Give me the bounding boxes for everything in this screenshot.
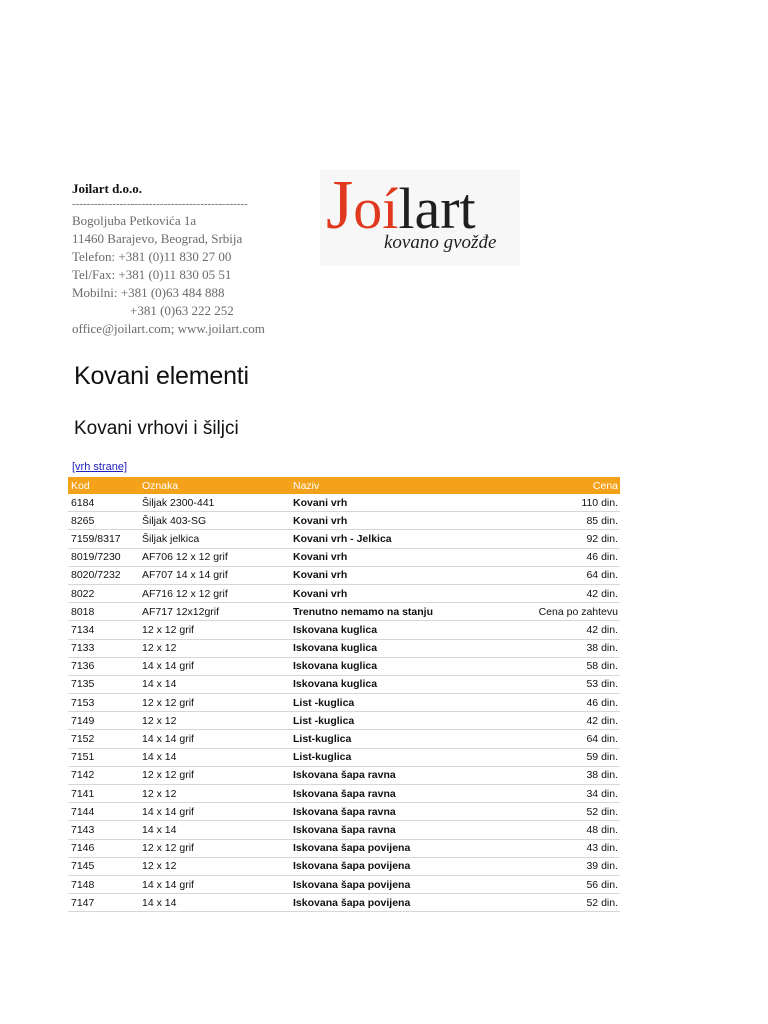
cell-kod: 8022 (68, 584, 139, 602)
cell-cena: 92 din. (515, 530, 620, 548)
cell-oznaka: Šiljak jelkica (139, 530, 290, 548)
cell-naziv: Kovani vrh (290, 566, 515, 584)
cell-oznaka: 12 x 12 (139, 639, 290, 657)
header-cena: Cena (515, 477, 620, 494)
cell-oznaka: AF707 14 x 14 grif (139, 566, 290, 584)
cell-oznaka: 14 x 14 grif (139, 657, 290, 675)
cell-kod: 7151 (68, 748, 139, 766)
table-row (68, 566, 620, 584)
cell-cena: 52 din. (515, 803, 620, 821)
cell-oznaka: 14 x 14 (139, 748, 290, 766)
cell-kod: 7134 (68, 621, 139, 639)
cell-naziv: Kovani vrh (290, 494, 515, 512)
cell-naziv: Kovani vrh (290, 548, 515, 566)
table-row (68, 821, 620, 839)
cell-cena: 39 din. (515, 857, 620, 875)
cell-kod: 6184 (68, 494, 139, 512)
cell-kod: 7152 (68, 730, 139, 748)
table-header-row (68, 477, 620, 494)
cell-cena: 43 din. (515, 839, 620, 857)
cell-oznaka: 14 x 14 (139, 821, 290, 839)
cell-kod: 7147 (68, 894, 139, 912)
phone-line: Telefon: +381 (0)11 830 27 00 (72, 249, 232, 264)
back-to-top-link[interactable]: [vrh strane] (72, 461, 128, 473)
table-row (68, 639, 620, 657)
cell-cena: 42 din. (515, 621, 620, 639)
cell-cena: 38 din. (515, 639, 620, 657)
company-logo (320, 167, 520, 266)
cell-naziv: Iskovana šapa ravna (290, 785, 515, 803)
mobile-line-2: +381 (0)63 222 252 (130, 303, 234, 318)
cell-oznaka: 14 x 14 grif (139, 875, 290, 893)
email-web-line: office@joilart.com; www.joilart.com (72, 321, 265, 336)
cell-cena: 52 din. (515, 894, 620, 912)
cell-kod: 7159/8317 (68, 530, 139, 548)
cell-kod: 7133 (68, 639, 139, 657)
logo-letters-art: lart (398, 176, 476, 241)
cell-oznaka: 12 x 12 grif (139, 694, 290, 712)
cell-naziv: Trenutno nemamo na stanju (290, 603, 515, 621)
cell-naziv: Iskovana šapa ravna (290, 803, 515, 821)
cell-kod: 7136 (68, 657, 139, 675)
table-row (68, 857, 620, 875)
cell-naziv: Kovani vrh (290, 584, 515, 602)
table-row (68, 621, 620, 639)
header-kod: Kod (68, 477, 139, 494)
cell-naziv: Kovani vrh (290, 512, 515, 530)
header-oznaka: Oznaka (139, 477, 290, 494)
price-table (68, 477, 620, 912)
cell-naziv: Iskovana šapa povijena (290, 839, 515, 857)
logo-wordmark (326, 167, 476, 244)
logo-letter-j: J (326, 167, 354, 244)
table-row (68, 512, 620, 530)
cell-kod: 8018 (68, 603, 139, 621)
cell-oznaka: 12 x 12 (139, 857, 290, 875)
table-row (68, 894, 620, 912)
cell-kod: 7144 (68, 803, 139, 821)
cell-oznaka: 12 x 12 grif (139, 621, 290, 639)
cell-cena: 34 din. (515, 785, 620, 803)
table-row (68, 766, 620, 784)
cell-oznaka: 14 x 14 (139, 894, 290, 912)
company-info (72, 180, 302, 338)
cell-cena: 64 din. (515, 730, 620, 748)
table-row (68, 657, 620, 675)
fax-line: Tel/Fax: +381 (0)11 830 05 51 (72, 267, 232, 282)
cell-oznaka: 12 x 12 (139, 785, 290, 803)
cell-oznaka: Šiljak 403-SG (139, 512, 290, 530)
table-row (68, 875, 620, 893)
cell-naziv: Kovani vrh - Jelkica (290, 530, 515, 548)
cell-cena: 56 din. (515, 875, 620, 893)
cell-cena: 64 din. (515, 566, 620, 584)
cell-naziv: Iskovana šapa povijena (290, 894, 515, 912)
table-row (68, 803, 620, 821)
cell-naziv: List-kuglica (290, 730, 515, 748)
cell-kod: 8019/7230 (68, 548, 139, 566)
cell-naziv: Iskovana kuglica (290, 657, 515, 675)
address-line: Bogoljuba Petkovića 1a (72, 213, 197, 228)
table-row (68, 603, 620, 621)
cell-cena: 46 din. (515, 548, 620, 566)
table-row (68, 494, 620, 512)
cell-naziv: List -kuglica (290, 712, 515, 730)
header-naziv: Naziv (290, 477, 515, 494)
cell-naziv: List-kuglica (290, 748, 515, 766)
cell-naziv: Iskovana šapa ravna (290, 821, 515, 839)
cell-kod: 7135 (68, 675, 139, 693)
table-row (68, 675, 620, 693)
cell-kod: 7148 (68, 875, 139, 893)
cell-cena: 42 din. (515, 584, 620, 602)
cell-cena: 38 din. (515, 766, 620, 784)
cell-oznaka: Šiljak 2300-441 (139, 494, 290, 512)
cell-kod: 7141 (68, 785, 139, 803)
company-name: Joilart d.o.o. (72, 181, 143, 196)
table-row (68, 748, 620, 766)
section-title: Kovani vrhovi i šiljci (74, 418, 239, 439)
cell-kod: 7146 (68, 839, 139, 857)
logo-tagline: kovano gvožđe (384, 232, 497, 253)
city-line: 11460 Barajevo, Beograd, Srbija (72, 231, 243, 246)
cell-oznaka: AF716 12 x 12 grif (139, 584, 290, 602)
mobile-line: Mobilni: +381 (0)63 484 888 (72, 285, 225, 300)
table-row (68, 694, 620, 712)
page-title: Kovani elementi (74, 362, 249, 390)
cell-naziv: Iskovana kuglica (290, 675, 515, 693)
cell-kod: 7143 (68, 821, 139, 839)
cell-cena: 58 din. (515, 657, 620, 675)
table-row (68, 548, 620, 566)
cell-naziv: Iskovana kuglica (290, 621, 515, 639)
table-row (68, 730, 620, 748)
cell-naziv: List -kuglica (290, 694, 515, 712)
table-row (68, 584, 620, 602)
cell-kod: 7145 (68, 857, 139, 875)
cell-oznaka: 12 x 12 grif (139, 766, 290, 784)
separator-line: ------------------------------------------------ (72, 198, 248, 210)
cell-naziv: Iskovana šapa povijena (290, 857, 515, 875)
cell-naziv: Iskovana šapa ravna (290, 766, 515, 784)
cell-cena: 53 din. (515, 675, 620, 693)
cell-oznaka: AF717 12x12grif (139, 603, 290, 621)
cell-cena: 48 din. (515, 821, 620, 839)
table-row (68, 785, 620, 803)
cell-oznaka: AF706 12 x 12 grif (139, 548, 290, 566)
table-row (68, 712, 620, 730)
cell-kod: 8265 (68, 512, 139, 530)
cell-oznaka: 12 x 12 grif (139, 839, 290, 857)
cell-oznaka: 14 x 14 grif (139, 803, 290, 821)
cell-cena: 46 din. (515, 694, 620, 712)
cell-oznaka: 14 x 14 grif (139, 730, 290, 748)
cell-naziv: Iskovana šapa povijena (290, 875, 515, 893)
logo-letters-oi: oí (353, 176, 399, 241)
table-row (68, 839, 620, 857)
cell-oznaka: 12 x 12 (139, 712, 290, 730)
cell-cena: 110 din. (515, 494, 620, 512)
cell-cena: 59 din. (515, 748, 620, 766)
cell-oznaka: 14 x 14 (139, 675, 290, 693)
cell-kod: 7153 (68, 694, 139, 712)
cell-cena: 42 din. (515, 712, 620, 730)
cell-cena: 85 din. (515, 512, 620, 530)
table-row (68, 530, 620, 548)
cell-naziv: Iskovana kuglica (290, 639, 515, 657)
cell-kod: 7142 (68, 766, 139, 784)
cell-cena: Cena po zahtevu (515, 603, 620, 621)
cell-kod: 7149 (68, 712, 139, 730)
cell-kod: 8020/7232 (68, 566, 139, 584)
